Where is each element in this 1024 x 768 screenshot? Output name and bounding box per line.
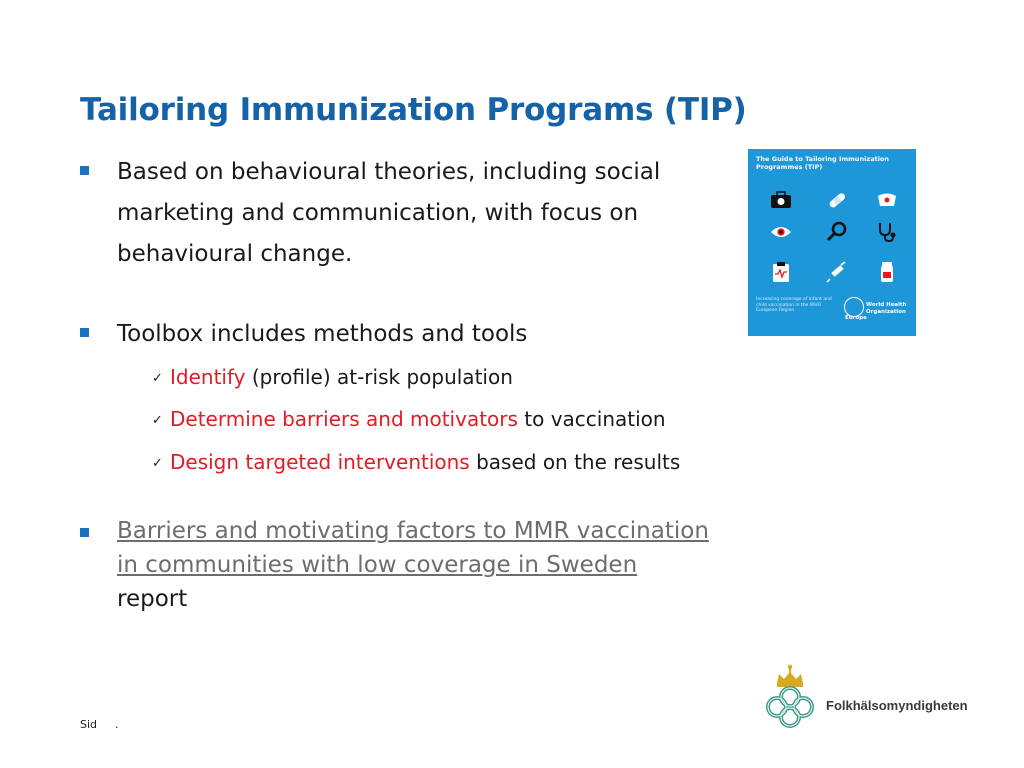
sub-item-determine <box>152 406 666 434</box>
stethoscope-icon <box>876 221 898 243</box>
eye-icon <box>770 221 792 243</box>
report-label: report <box>117 586 188 612</box>
square-bullet-icon <box>80 528 89 537</box>
sub-item-highlight: Identify <box>170 365 246 389</box>
sub-item-highlight: Determine barriers and motivators <box>170 407 518 431</box>
who-globe-icon <box>844 297 864 317</box>
square-bullet-icon <box>80 166 89 175</box>
clipboard-chart-icon <box>770 261 792 283</box>
vaccine-vial-icon <box>876 261 898 283</box>
square-bullet-icon <box>80 328 89 337</box>
folkhalsomyndigheten-crown-logo <box>762 664 818 728</box>
sub-item-highlight: Design targeted interventions <box>170 450 470 474</box>
checkmark-icon: ✓ <box>152 371 163 386</box>
sub-item-text: (profile) at-risk population <box>245 365 513 389</box>
magnifier-icon <box>826 221 848 243</box>
slide-footer <box>80 718 119 731</box>
nurse-cap-icon <box>876 189 898 211</box>
page-label: Sid <box>80 718 98 731</box>
bullet-text: Toolbox includes methods and tools <box>117 321 528 347</box>
tip-guide-cover-image <box>748 149 916 336</box>
sub-item-identify <box>152 364 513 392</box>
bullet-text-3 <box>117 514 737 616</box>
organization-name: Folkhälsomyndigheten <box>826 698 968 713</box>
bandage-icon <box>826 189 848 211</box>
slide-title: Tailoring Immunization Programs (TIP) <box>80 92 747 128</box>
sub-item-design <box>152 449 680 477</box>
medical-bag-icon <box>770 189 792 211</box>
sub-item-text: to vaccination <box>517 407 666 431</box>
report-link[interactable]: Barriers and motivating factors to MMR vaccination in communities with low coverage in Sweden <box>117 518 709 578</box>
who-org-name: World Health Organization <box>866 302 907 315</box>
bullet-text: Based on behavioural theories, including social marketing and communication, with focus on behavioural change. <box>117 159 661 267</box>
checkmark-icon: ✓ <box>152 456 163 471</box>
checkmark-icon: ✓ <box>152 413 163 428</box>
cover-subtitle: Increasing coverage of infant and child vaccination in the WHO European Region <box>756 297 832 313</box>
who-region: Europe <box>845 315 867 321</box>
page-number: . <box>115 718 119 731</box>
sub-item-text: based on the results <box>469 450 681 474</box>
cover-title: The Guide to Tailoring Immunization Programmes (TIP) <box>756 155 890 171</box>
syringe-icon <box>826 261 848 283</box>
